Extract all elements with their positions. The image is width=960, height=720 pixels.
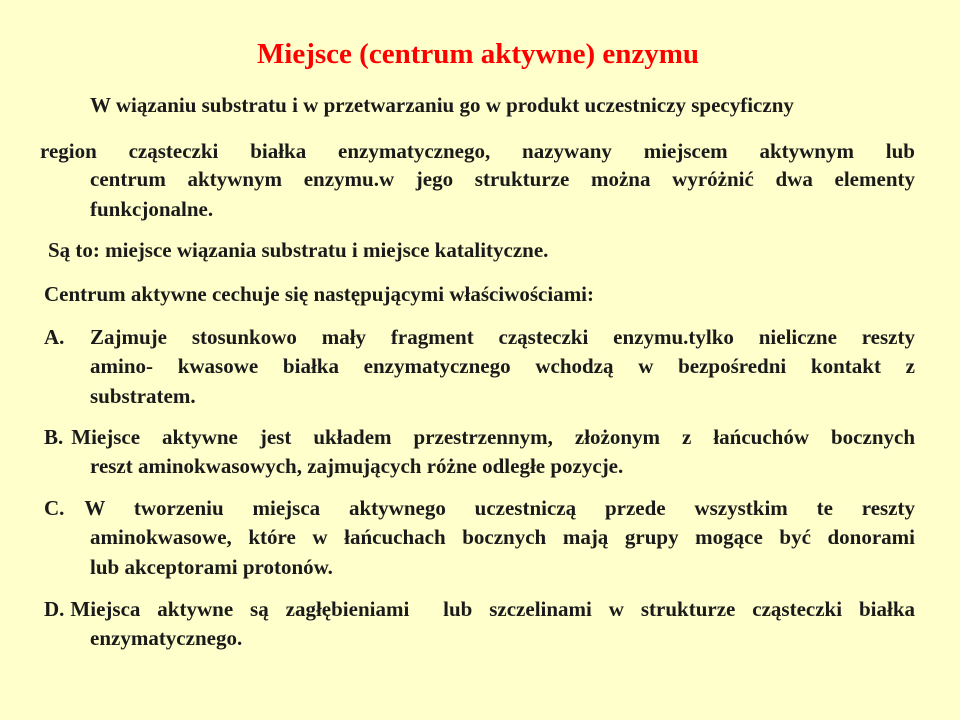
item-c-marker: C.	[44, 496, 65, 520]
item-c-text-1: W tworzeniu miejsca aktywnego uczestniczą przede wszystkim te reszty	[84, 496, 915, 520]
sites-line: Są to: miejsce wiązania substratu i miejsce katalityczne.	[48, 238, 549, 262]
item-c-line-1	[44, 496, 915, 521]
item-a-text-2: amino- kwasowe białka enzymatycznego wchodzą w bezpośredni kontakt z	[90, 354, 915, 378]
intro-line-1: W wiązaniu substratu i w przetwarzaniu go w produkt uczestniczy specyficzny	[90, 93, 794, 117]
centrum-properties-heading: Centrum aktywne cechuje się następującymi właściwościami:	[44, 282, 595, 306]
item-c-text-3: lub akceptorami protonów.	[90, 555, 333, 579]
intro-line-3: centrum aktywnym enzymu.w jego strukturze można wyróżnić dwa elementy	[90, 167, 915, 191]
item-b-line-1	[44, 425, 915, 450]
item-d-text-1: Miejsca aktywne są zagłębieniami lub szczelinami w strukturze cząsteczki białka	[70, 597, 915, 621]
intro-line-4: funkcjonalne.	[90, 197, 214, 221]
item-b-marker: B.	[44, 425, 64, 449]
item-b-text-2: reszt aminokwasowych, zajmujących różne odległe pozycje.	[90, 454, 624, 478]
item-a-text-1: Zajmuje stosunkowo mały fragment cząsteczki enzymu.tylko nieliczne reszty	[90, 325, 915, 349]
intro-line-2: region cząsteczki białka enzymatycznego, nazywany miejscem aktywnym lub	[40, 139, 915, 163]
item-a-text-3: substratem.	[90, 384, 196, 408]
item-a-line-1	[44, 325, 915, 350]
slide-title: Miejsce (centrum aktywne) enzymu	[256, 38, 700, 70]
item-a-marker: A.	[44, 325, 65, 349]
item-d-line-1	[44, 597, 915, 622]
item-d-marker: D.	[44, 597, 65, 621]
item-b-text-1: Miejsce aktywne jest układem przestrzennym, złożonym z łańcuchów bocznych	[71, 425, 915, 449]
item-d-text-2: enzymatycznego.	[90, 626, 243, 650]
item-c-text-2: aminokwasowe, które w łańcuchach bocznych mają grupy mogące być donorami	[90, 525, 915, 549]
